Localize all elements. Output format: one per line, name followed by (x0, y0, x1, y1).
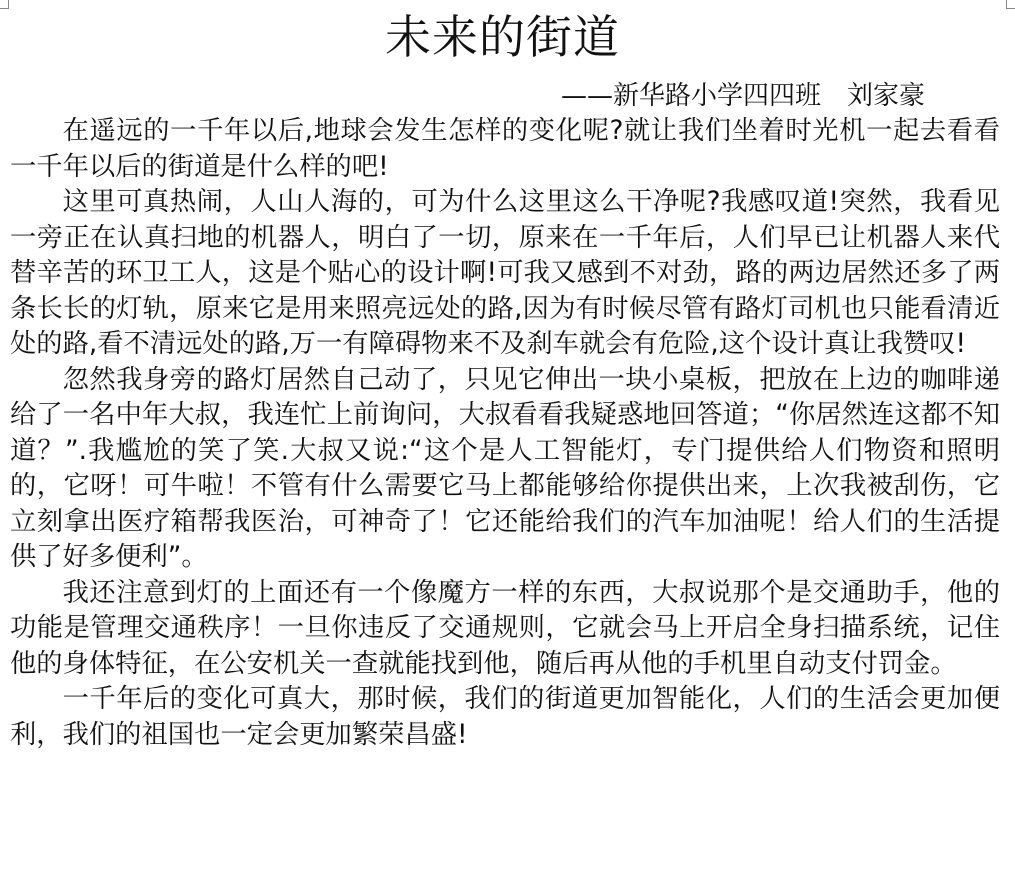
paragraph: 在遥远的一千年以后,地球会发生怎样的变化呢?就让我们坐着时光机一起去看看一千年以后的街道是什么样的吧! (10, 116, 1000, 182)
paragraph: 我还注意到灯的上面还有一个像魔方一样的东西，大叔说那个是交通助手，他的功能是管理交通秩序！一旦你违反了交通规则，它就会马上开启全身扫描系统，记住他的身体特征，在公安机关一查就能找到他，随后再从他的手机里自动支付罚金。 (10, 577, 1000, 679)
document-title: 未来的街道 (385, 10, 620, 64)
crop-mark-right (1006, 0, 1015, 9)
paragraph: 一千年后的变化可真大，那时候，我们的街道更加智能化，人们的生活会更加便利，我们的祖国也一定会更加繁荣昌盛! (10, 684, 1000, 750)
document-author: ——新华路小学四四班 刘家豪 (560, 81, 925, 111)
paragraph: 忽然我身旁的路灯居然自己动了，只见它伸出一块小桌板，把放在上边的咖啡递给了一名中年大叔，我连忙上前询问，大叔看看我疑惑地回答道；“你居然连这都不知道？”.我尴尬的笑了笑.大叔又说:“这个是人工智能灯，专门提供给人们物资和照明的，它呀！可牛啦！不管有什么需要它马上都能够给你提供出来，上次我被刮伤，它立刻拿出医疗箱帮我医治，可神奇了！它还能给我们的汽车加油呢！给人们的生活提供了好多便利”。 (10, 364, 1000, 572)
document-body (10, 114, 1000, 753)
paragraph: 这里可真热闹，人山人海的，可为什么这里这么干净呢?我感叹道!突然，我看见一旁正在认真扫地的机器人，明白了一切，原来在一千年后，人们早已让机器人来代替辛苦的环卫工人，这是个贴心的设计啊!可我又感到不对劲，路的两边居然还多了两条长长的灯轨，原来它是用来照亮远处的路,因为有时候尽管有路灯司机也只能看清近处的路,看不清远处的路,万一有障碍物来不及刹车就会有危险,这个设计真让我赞叹! (10, 187, 1000, 359)
